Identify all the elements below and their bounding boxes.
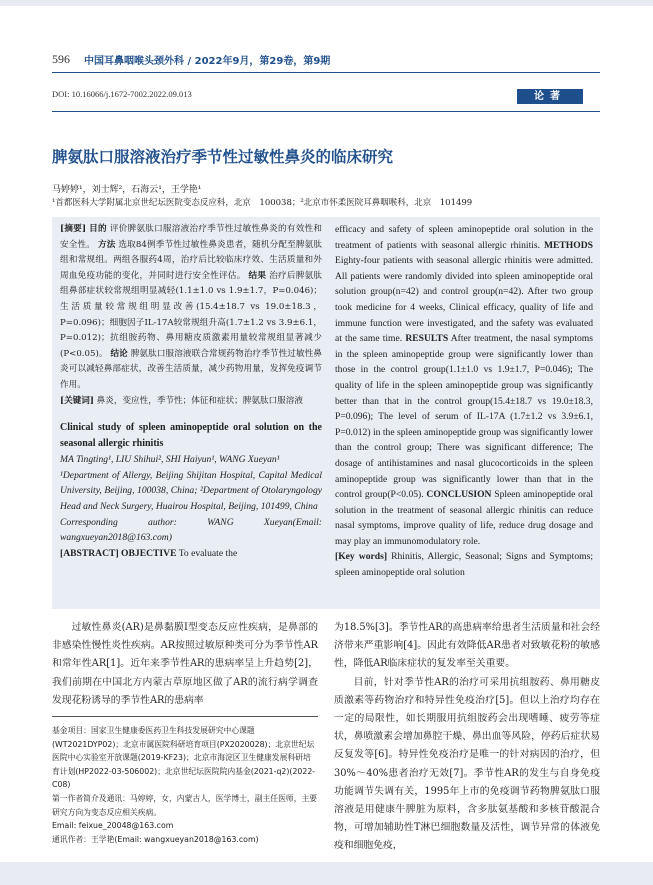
body-paragraph: 为18.5%[3]。季节性AR的高患病率给患者生活质量和社会经济带来严重影响[4]。因此有效降低AR患者对致敏花粉的敏感性，降低AR临床症状的复发率至关重要。 <box>334 622 600 670</box>
body-paragraph: 目前，针对季节性AR的治疗可采用抗组胺药、鼻用糖皮质激素等药物治疗和特异性免疫治疗[5]。但以上治疗均存在一定的局限性，如长期服用抗组胺药会出现嗜睡、疲劳等症状，鼻喷激素会增加鼻腔干燥、鼻出血等风险，停药后症状易反复发等[6]。特异性免疫治疗是唯一的针对病因的治疗，但30%～40%患者治疗无效[7]。季节性AR的发生与自身免疫功能调节失调有关，1995年上市的免疫调节药物脾氨肽口服溶液是用健康牛脾脏为原料，含多肽氨基酸和多核苷酸混合物，可增加辅助性T淋巴细胞数量及活性，调节异常的体液免疫和细胞免疫， <box>334 676 600 852</box>
abstract-left-column <box>60 222 322 561</box>
header-rule-2 <box>52 111 600 112</box>
doi[interactable]: DOI: 10.16066/j.1672-7002.2022.09.013 <box>52 89 192 99</box>
body-left-column <box>52 619 318 710</box>
label-results-en: RESULTS <box>405 333 449 345</box>
body-paragraph: 过敏性鼻炎(AR)是鼻黏膜Ⅰ型变态反应性疾病，是鼻部的非感染性慢性炎性疾病。AR按照过敏原种类可分为季节性AR和常年性AR[1]。近年来季节性AR的患病率呈上升趋势[2]，我们前期在中国北方内蒙古草原地区做了AR的流行病学调查发现花粉诱导的季节性AR的患病率 <box>52 622 318 706</box>
keywords-en-text: Rhinitis, Allergic, Seasonal; Signs and Symptoms; spleen aminopeptide oral solution <box>335 551 594 579</box>
label-results-cn: 结果 <box>248 270 267 281</box>
objective-en-cont: efficacy and safety of spleen aminopeptide oral solution in the treatment of patients with seasonal allergic rhinitis. <box>335 224 593 251</box>
label-keywords-en: [Key words] <box>335 551 388 563</box>
abstract-en-cont <box>335 222 593 549</box>
objective-cn: 评价脾氨肽口服溶液治疗季节性过敏性鼻炎的有效性和安全性。 <box>60 224 322 250</box>
label-conclusion-cn: 结论 <box>110 348 128 359</box>
abstract-en-start <box>60 546 322 562</box>
results-en: After treatment, the nasal symptoms in the spleen aminopeptide group were significantly lower than those in the control group(1.1±1.0 vs 1.9±1.7, P=0.046); The quality of life in the spleen aminopeptide group was significantly better than that in the control group(15.4±18.7 vs 19.0±18.3, P=0.096); The level of serum of IL-17A (1.7±1.2 vs 3.9±6.1, P=0.012) in the spleen aminopeptide group was significantly lower than the control group; There was significant difference; The dosage of antihistamines and nasal glucocorticoids in the spleen aminopeptide group was significantly lower than that in the control group(P<0.05). <box>335 333 593 501</box>
abstract-right-column <box>335 222 593 581</box>
results-cn: 治疗后脾氨肽组鼻部症状较常规组明显减轻(1.1±1.0 vs 1.9±1.7，P=0.046)；生活质量较常规组明显改善(15.4±18.7 vs 19.0±18.3，P=0.096)；细胞因子IL-17A较常规组升高(1.7±1.2 vs 3.9±6.1，P=0.012)；抗组胺药物、鼻用糖皮质激素用量较常规组显著减少(P<0.05)。 <box>60 270 322 359</box>
authors-cn: 马婷婷¹，刘士辉²，石海云¹，王学艳¹ <box>52 185 202 195</box>
article-title: 脾氨肽口服溶液治疗季节性过敏性鼻炎的临床研究 <box>52 148 394 166</box>
conclusion-cn: 脾氨肽口服溶液联合常规药物治疗季节性过敏性鼻炎可以减轻鼻部症状，改善生活质量，减少药物用量，发挥免疫调节作用。 <box>60 348 322 390</box>
label-conclusion-en: CONCLUSION <box>426 489 492 501</box>
body-right-column <box>334 619 600 856</box>
footnote-fund: 基金项目：国家卫生健康委医药卫生科技发展研究中心课题(WT2021DYP02)；北京市属医院科研培育项目(PX2020028)；北京世纪坛医院中心实验室开放课题(2019-KF23)；北京市海淀区卫生健康发展科研培育计划(HP2022-03-506002)；北京世纪坛医院院内基金(2021-q2)(2022-C08) <box>52 726 316 790</box>
keywords-cn <box>60 394 322 410</box>
keywords-cn-text: 鼻炎，变应性，季节性；体征和症状；脾氨肽口服溶液 <box>96 395 303 406</box>
keywords-en <box>335 549 593 580</box>
label-objective-en: OBJECTIVE <box>121 547 177 559</box>
footnote-first-author: 第一作者简介及通讯：马婷婷，女，内蒙古人，医学博士，副主任医师，主要研究方向为变态反应相关疾病。 <box>52 793 318 817</box>
top-strip <box>0 0 653 6</box>
header-rule <box>52 72 600 73</box>
label-abstract-cn: [摘要] <box>60 224 87 234</box>
section-tag: 论著 <box>517 89 583 104</box>
objective-en-start: To evaluate the <box>178 547 238 559</box>
label-methods-cn: 方法 <box>97 239 116 250</box>
footnote-corresponding[interactable]: 通讯作者：王学艳(Email: wangxueyan2018@163.com) <box>52 834 259 844</box>
methods-cn: 选取84例季节性过敏性鼻炎患者，随机分配至脾氨肽组和常规组。两组各服药4周，治疗后比较临床疗效、生活质量和外周血免疫功能的变化，并同时进行安全性评估。 <box>60 239 323 281</box>
corresponding-en[interactable]: Corresponding author: WANG Xueyan(Email: wangxueyan2018@163.com) <box>60 516 322 544</box>
conclusion-en: Spleen aminopeptide oral solution in the treatment of seasonal allergic rhinitis can reduce nasal symptoms, improve quality of life, reduce drug dosage and may play an immunomodulatory role. <box>335 489 594 547</box>
title-en: Clinical study of spleen aminopeptide oral solution on the seasonal allergic rhinitis <box>60 422 322 450</box>
footnote-rule <box>52 716 318 717</box>
label-methods-en: METHODS <box>543 239 593 251</box>
affiliation-en: ¹Department of Allergy, Beijing Shijitan Hospital, Capital Medical University, Beijing, 100038, China; ²Department of Otolaryngology Head and Neck Surgery, Huairou Hospital, Beijing, 101499, China <box>60 469 322 512</box>
footnote <box>52 724 318 846</box>
page-number: 596 <box>52 52 70 66</box>
journal-header: 中国耳鼻咽喉头颈外科 / 2022年9月，第29卷，第9期 <box>84 56 331 67</box>
label-keywords-cn: [关键词] <box>60 395 94 406</box>
methods-en: Eighty-four patients with seasonal allergic rhinitis were admitted. All patients were randomly divided into spleen aminopeptide oral solution group(n=42) and control group(n=42). After two group took medicine for 4 weeks, Clinical efficacy, quality of life and immune function were investigated, and the safety was evaluated at the same time. <box>335 255 593 345</box>
authors-en: MA Tingting¹, LIU Shihui², SHI Haiyun¹, WANG Xueyan¹ <box>60 454 280 466</box>
label-objective-cn: 目的 <box>89 224 107 234</box>
footnote-email[interactable]: Email: feixue_20048@163.com <box>52 821 174 831</box>
affiliation-cn: ¹首都医科大学附属北京世纪坛医院变态反应科，北京 100038；²北京市怀柔医院耳鼻咽喉科，北京 101499 <box>52 198 473 208</box>
bottom-strip <box>0 862 653 885</box>
label-abstract-en: [ABSTRACT] <box>60 547 119 559</box>
abstract-cn <box>60 222 322 394</box>
